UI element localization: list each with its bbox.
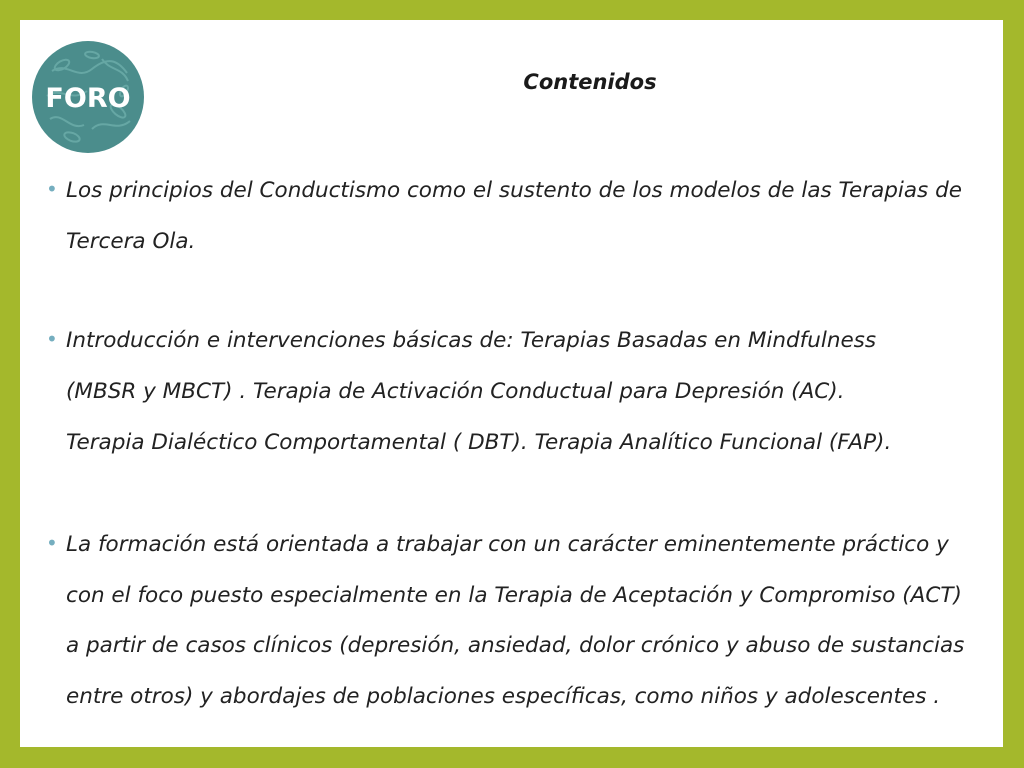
bullet-marker: • [46, 177, 58, 201]
slide [20, 20, 1003, 747]
logo-text: FORO [45, 83, 131, 114]
bullet-line: La formación está orientada a trabajar con un carácter eminentemente práctico y [66, 532, 949, 557]
bullet-line: con el foco puesto especialmente en la Terapia de Aceptación y Compromiso (ACT) [66, 583, 962, 608]
slide-title: Contenidos [523, 70, 657, 94]
bullet-marker: • [46, 531, 58, 555]
bullet-marker: • [46, 327, 58, 351]
bullet-line: entre otros) y abordajes de poblaciones específicas, como niños y adolescentes . [66, 684, 941, 709]
bullet-line: Terapia Dialéctico Comportamental ( DBT). Terapia Analítico Funcional (FAP). [66, 430, 892, 455]
bullet-line: (MBSR y MBCT) . Terapia de Activación Conductual para Depresión (AC). [66, 379, 845, 404]
bullet-line: a partir de casos clínicos (depresión, ansiedad, dolor crónico y abuso de sustancias [66, 633, 965, 658]
bullet-line: Tercera Ola. [66, 229, 196, 254]
bullet-line: Los principios del Conductismo como el sustento de los modelos de las Terapias de [66, 178, 962, 203]
bullet-line: Introducción e intervenciones básicas de: Terapias Basadas en Mindfulness [66, 328, 877, 353]
bullet-list [20, 20, 1003, 747]
